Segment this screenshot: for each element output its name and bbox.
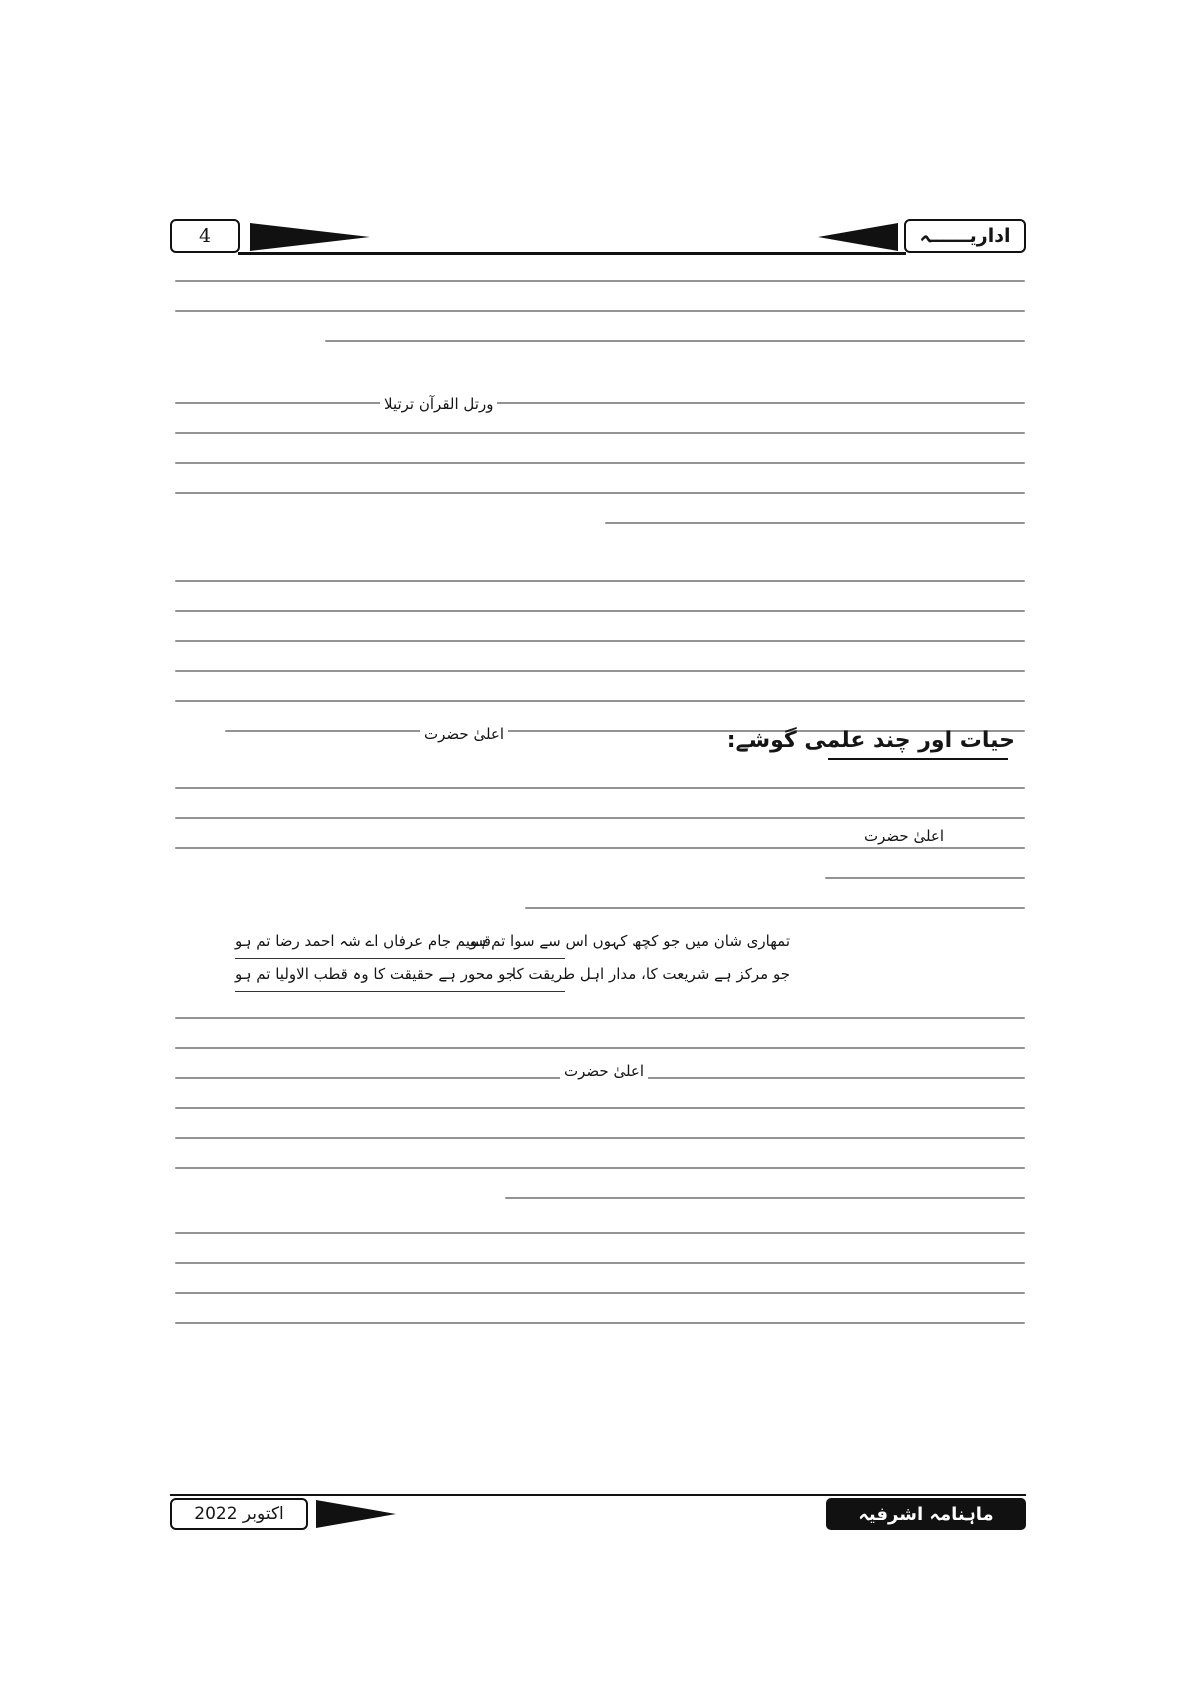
verse-quote: ورتل القرآن ترتیلا — [380, 395, 497, 413]
text-line — [175, 1047, 1025, 1049]
text-line — [175, 1017, 1025, 1019]
text-line — [175, 1167, 1025, 1169]
text-line — [175, 610, 1025, 612]
footer-wedge — [316, 1500, 396, 1528]
section-heading: حیات اور چند علمی گوشے: — [726, 728, 1015, 753]
text-line — [175, 1232, 1025, 1234]
issue-date: اکتوبر 2022 — [170, 1498, 308, 1530]
honorific-alahazrat-2: اعلیٰ حضرت — [860, 827, 948, 845]
text-line — [175, 640, 1025, 642]
page-footer — [170, 1494, 1026, 1534]
couplet-1-first-hemistich: تمھاری شان میں جو کچھ کہوں اس سے سوا تم ہو — [469, 932, 790, 950]
paragraph-6 — [175, 1220, 1025, 1324]
section-heading-underline — [828, 758, 1008, 760]
page-number: 4 — [170, 219, 240, 253]
magazine-name: ماہنامہ اشرفیہ — [826, 1498, 1026, 1530]
text-line — [825, 877, 1025, 879]
text-line — [175, 462, 1025, 464]
paragraph-2 — [175, 390, 1025, 524]
paragraph-5 — [175, 1005, 1025, 1199]
text-line — [175, 580, 1025, 582]
text-line — [325, 340, 1025, 342]
couplet-1-second-hemistich: قسیم جام عرفاں اے شہ احمد رضا تم ہو — [235, 932, 491, 950]
couplet-1-underline — [235, 958, 565, 959]
paragraph-1 — [175, 268, 1025, 342]
text-line — [175, 817, 1025, 819]
text-line — [175, 787, 1025, 789]
text-line — [175, 402, 1025, 404]
section-title: اداریــــــہ — [904, 219, 1026, 253]
header-rule — [238, 252, 906, 255]
text-line — [175, 1322, 1025, 1324]
text-line — [175, 432, 1025, 434]
text-line — [175, 492, 1025, 494]
footer-rule — [170, 1494, 1026, 1496]
text-line — [175, 1137, 1025, 1139]
text-line — [175, 847, 1025, 849]
honorific-alahazrat: اعلیٰ حضرت — [420, 725, 508, 743]
text-line — [175, 1107, 1025, 1109]
text-line — [175, 700, 1025, 702]
text-line — [525, 907, 1025, 909]
header-right-wedge — [818, 223, 898, 251]
page-header — [170, 219, 1026, 257]
text-line — [175, 280, 1025, 282]
text-line — [175, 310, 1025, 312]
text-line — [605, 522, 1025, 524]
couplet-2-second-hemistich: جو محور ہے حقیقت کا وہ قطب الاولیا تم ہو — [235, 965, 516, 983]
text-line — [175, 670, 1025, 672]
text-line — [505, 1197, 1025, 1199]
honorific-alahazrat-3: اعلیٰ حضرت — [560, 1062, 648, 1080]
text-line — [175, 1262, 1025, 1264]
couplet-2-first-hemistich: جو مرکز ہے شریعت کا، مدار اہل طریقت کا — [511, 965, 790, 983]
couplet-2-underline — [235, 991, 565, 992]
text-line — [175, 1292, 1025, 1294]
header-left-wedge — [250, 223, 370, 251]
paragraph-3 — [175, 568, 1025, 732]
